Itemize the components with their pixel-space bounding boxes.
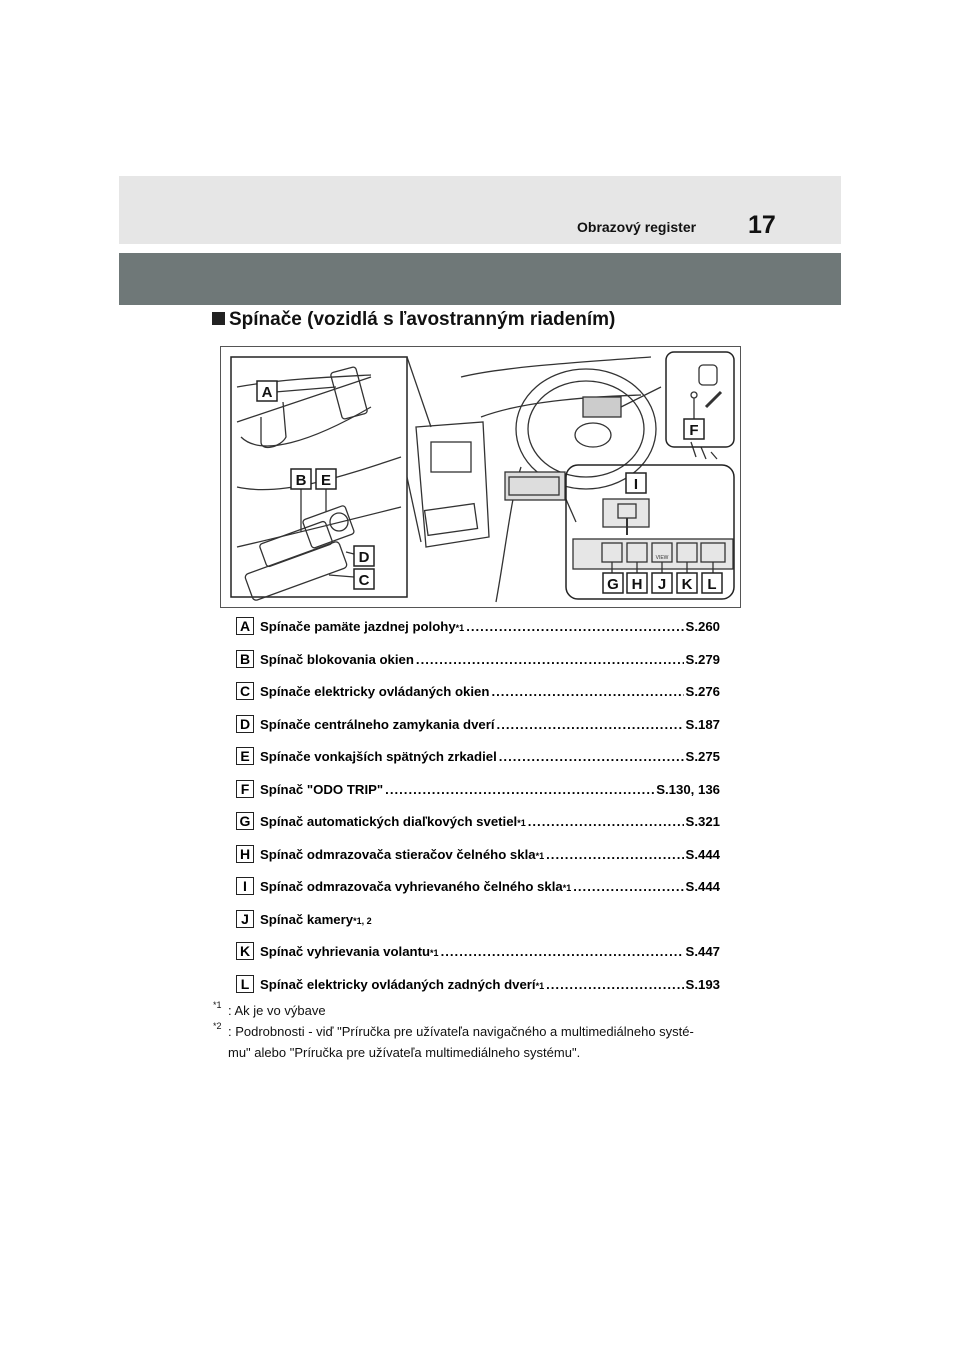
list-item [236, 648, 746, 681]
list-item [236, 615, 746, 648]
window-switch-panel [244, 541, 348, 602]
dot-leader [573, 879, 683, 894]
list-item [236, 940, 746, 973]
callout-l: L [707, 576, 717, 593]
list-item [236, 680, 746, 713]
view-button-text: VIEW [655, 555, 669, 561]
entry-label: K [236, 942, 254, 960]
entry-name: Spínač odmrazovača vyhrievaného čelného skla [260, 879, 563, 894]
instrument-switch-area [505, 472, 565, 500]
door-handle-area [431, 442, 471, 472]
header-band [119, 253, 841, 305]
switch-cluster [425, 504, 478, 536]
callout-e: E [320, 472, 332, 489]
entry-label: B [236, 650, 254, 668]
footnote [213, 1000, 753, 1021]
list-item [236, 778, 746, 811]
entry-name: Spínač odmrazovača stieračov čelného skla [260, 846, 536, 862]
page-reference[interactable]: S.275 [685, 749, 720, 764]
footnote-marker: *2 [213, 1021, 222, 1031]
switch-index-list [236, 615, 746, 1005]
entry-label: H [236, 845, 254, 863]
callout-i: I [633, 476, 639, 493]
zoom-line [407, 357, 431, 427]
section-heading-text: Spínače (vozidlá s ľavostranným riadením) [229, 309, 616, 330]
gauge-needle [706, 392, 721, 407]
dot-leader [546, 847, 683, 862]
dot-leader [385, 782, 654, 797]
dot-leader [416, 652, 684, 667]
entry-name: Spínač blokovania okien [260, 651, 414, 667]
steering-hub [575, 423, 611, 447]
dot-leader [499, 749, 684, 764]
dot-leader [441, 944, 684, 959]
leader-line [346, 552, 354, 554]
callout-d: D [358, 549, 370, 566]
entry-name: Spínač vyhrievania volantu [260, 944, 431, 959]
footnote-text: : Ak je vo výbave [228, 1003, 326, 1018]
window-switch-panel [259, 521, 333, 567]
page-number: 17 [748, 211, 776, 239]
page-reference[interactable]: S.279 [685, 651, 720, 667]
dot-leader [497, 717, 684, 732]
dot-leader [491, 684, 683, 699]
leader-line [329, 575, 354, 577]
entry-footnote-mark: *1 [455, 623, 465, 633]
footnote-text-continued: mu" alebo "Príručka pre užívateľa multimediálneho systému". [228, 1045, 581, 1060]
steering-wheel-inner [528, 381, 644, 477]
callout-a: A [261, 384, 273, 401]
footnote-marker: *1 [213, 1000, 222, 1010]
callout-k: K [681, 576, 693, 593]
entry-name: Spínače pamäte jazdnej polohy [260, 619, 456, 634]
page-reference[interactable]: S.321 [685, 814, 720, 829]
entry-name: Spínač elektricky ovládaných zadných dverí [260, 976, 536, 992]
page-reference[interactable]: S.276 [685, 684, 720, 699]
page-reference[interactable]: S.193 [685, 976, 720, 992]
footnote-text: : Podrobnosti - viď "Príručka pre užívateľa navigačného a multimediálneho systé- [228, 1024, 694, 1039]
entry-name: Spínače vonkajších spätných zrkadiel [260, 749, 497, 764]
callout-j: J [657, 576, 667, 593]
section-heading [212, 309, 615, 331]
callout-f: F [689, 422, 699, 439]
switches-drawing [221, 347, 740, 607]
odo-button [699, 365, 717, 385]
list-item [236, 875, 746, 908]
dashboard-detail [691, 442, 717, 459]
entry-name: Spínač automatických diaľkových svetiel [260, 814, 518, 829]
odo-knob [691, 392, 697, 398]
entry-name: Spínače elektricky ovládaných okien [260, 684, 490, 699]
entry-label: J [236, 910, 254, 928]
entry-label: I [236, 877, 254, 895]
zoom-line [407, 477, 421, 542]
footnote [213, 1021, 753, 1063]
page-reference[interactable]: S.444 [685, 879, 720, 894]
entry-footnote-mark: *1 [430, 948, 439, 958]
entry-footnote-mark: *1 [535, 980, 545, 991]
callout-c: C [358, 572, 370, 589]
list-item [236, 713, 746, 746]
footnotes [213, 1000, 753, 1063]
dot-leader [546, 977, 683, 992]
list-item [236, 908, 746, 941]
entry-label: G [236, 812, 254, 830]
entry-label: A [236, 617, 254, 635]
door-handle [261, 402, 286, 447]
entry-label: E [236, 747, 254, 765]
entry-label: F [236, 780, 254, 798]
dot-leader [528, 814, 684, 829]
page-reference[interactable]: S.130, 136 [656, 781, 720, 797]
list-item [236, 745, 746, 778]
switches-illustration [220, 346, 741, 608]
entry-footnote-mark: *1 [517, 818, 526, 828]
entry-name: Spínače centrálneho zamykania dverí [260, 716, 495, 732]
chapter-title: Obrazový register [577, 219, 697, 235]
door-line [237, 507, 401, 547]
entry-footnote-mark: *1, 2 [353, 915, 372, 926]
callout-h: H [631, 576, 643, 593]
entry-label: C [236, 682, 254, 700]
callout-b: B [295, 472, 307, 489]
page-reference[interactable]: S.260 [685, 619, 720, 634]
steering-wheel [516, 369, 656, 489]
list-item [236, 810, 746, 843]
zoom-line [621, 387, 661, 407]
entry-footnote-mark: *1 [535, 850, 545, 861]
entry-name: Spínač "ODO TRIP" [260, 781, 384, 797]
page-reference[interactable]: S.187 [685, 716, 720, 732]
heading-square-icon [212, 312, 225, 325]
entry-footnote-mark: *1 [562, 883, 572, 893]
entry-label: L [236, 975, 254, 993]
dot-leader [466, 619, 683, 634]
page-reference[interactable]: S.447 [685, 944, 720, 959]
callout-g: G [607, 576, 619, 593]
odo-trip-area [583, 397, 621, 417]
header-bar [119, 176, 841, 244]
entry-name: Spínač kamery [260, 911, 354, 927]
list-item [236, 843, 746, 876]
entry-label: D [236, 715, 254, 733]
page-reference[interactable]: S.444 [685, 846, 720, 862]
